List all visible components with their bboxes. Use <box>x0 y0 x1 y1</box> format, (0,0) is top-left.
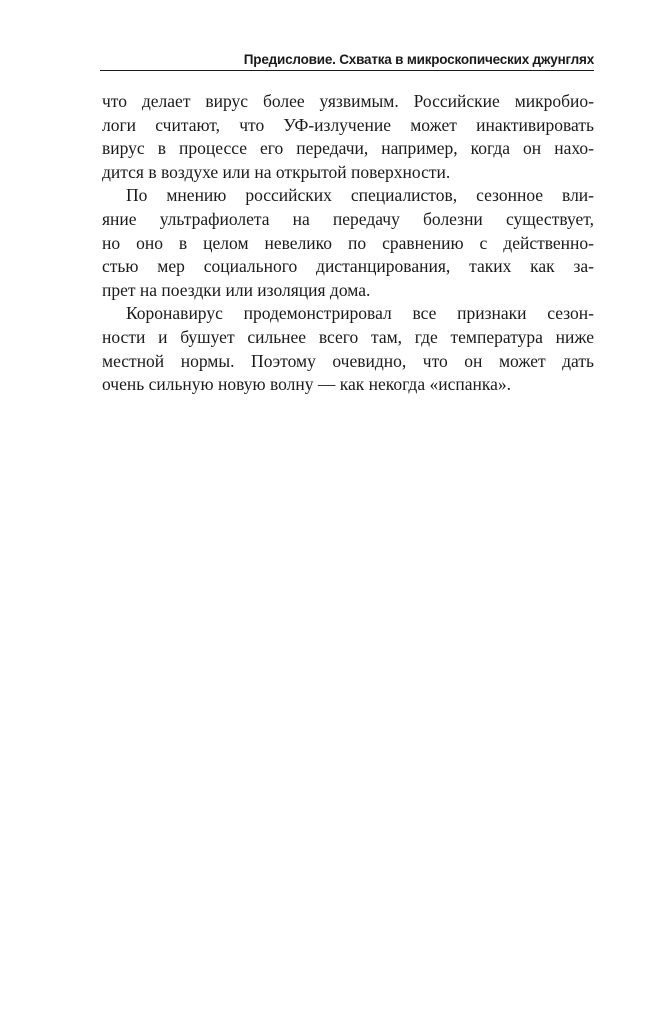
text-line: очень сильную новую волну — как некогда «испанка». <box>102 374 511 395</box>
text-line: что делает вирус более уязвимым. Российские микробио- <box>102 91 594 111</box>
running-head: Предисловие. Схватка в микроскопических джунглях <box>243 52 594 67</box>
body-text <box>102 90 594 397</box>
text-line: но оно в целом невелико по сравнению с действенно- <box>102 232 594 253</box>
text-line: логи считают, что УФ-излучение может инактивировать <box>102 114 594 135</box>
text-line: местной нормы. Поэтому очевидно, что он может дать <box>102 350 594 371</box>
text-line: Коронавирус продемонстрировал все признаки сезон- <box>126 303 594 324</box>
text-line: ности и бушует сильнее всего там, где температура ниже <box>102 326 594 347</box>
text-line: яние ультрафиолета на передачу болезни существует, <box>102 208 594 229</box>
text-line: вирус в процессе его передачи, например, когда он нахо- <box>102 138 594 159</box>
paragraph-1 <box>102 90 594 184</box>
header-rule <box>100 70 594 71</box>
paragraph-2 <box>102 184 594 302</box>
text-line: дится в воздухе или на открытой поверхности. <box>102 161 451 182</box>
text-line: По мнению российских специалистов, сезонное вли- <box>126 185 594 206</box>
paragraph-3 <box>102 302 594 396</box>
text-line: прет на поездки или изоляция дома. <box>102 279 371 300</box>
text-line: стью мер социального дистанцирования, таких как за- <box>102 256 594 277</box>
